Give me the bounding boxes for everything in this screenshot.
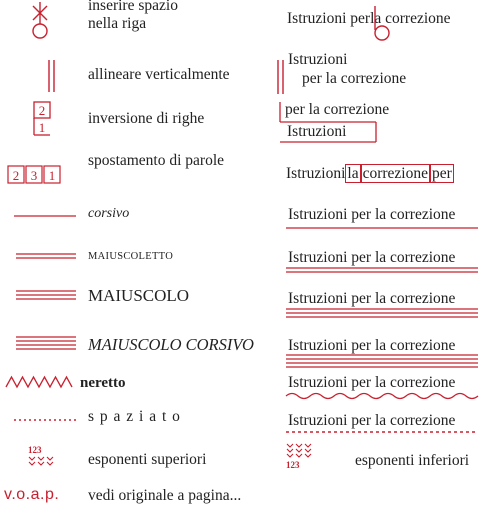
svg-text:3: 3 [30, 168, 38, 183]
svg-text:1: 1 [38, 120, 46, 135]
example-spaced-underline [286, 430, 478, 434]
label-spaced: s p a z i a t o [88, 408, 181, 425]
label-uppercase: MAIUSCOLO [88, 286, 190, 305]
example-italic-uppercase: Istruzioni per la correzione [288, 337, 456, 354]
label-line-swap: inversione di righe [88, 110, 205, 127]
label-space-insert: inserire spazio nella riga [88, 0, 178, 32]
example-small-caps-underline [286, 267, 478, 273]
vertical-align-mark [276, 60, 286, 94]
voap-icon: v.o.a.p. [4, 486, 60, 503]
space-insert-mark [370, 6, 394, 42]
word-move-icon [7, 165, 63, 185]
example-uppercase: Istruzioni per la correzione [288, 290, 456, 307]
label-voap: vedi originale a pagina... [88, 487, 242, 504]
example-bold-underline [286, 391, 478, 401]
label-bold: neretto [80, 375, 126, 391]
example-line-swap-2: Istruzioni [287, 123, 347, 140]
single-underline-icon [14, 214, 76, 218]
example-space-insert: Istruzioni perla correzione [287, 10, 451, 27]
svg-text:2: 2 [12, 168, 20, 183]
quadruple-underline-icon [16, 336, 76, 350]
label-italic-uppercase: MAIUSCOLO CORSIVO [88, 335, 254, 354]
svg-text:2: 2 [38, 103, 46, 118]
svg-text:1: 1 [48, 168, 56, 183]
line-swap-icon [32, 101, 54, 137]
example-italic: Istruzioni per la correzione [288, 206, 456, 223]
label-word-move: spostamento di parole [88, 152, 225, 169]
example-line-swap-1: per la correzione [285, 101, 390, 118]
triple-underline-icon [16, 290, 76, 300]
label-italic: corsivo [88, 206, 130, 221]
subscript-icon [284, 442, 314, 470]
example-subscript: esponenti inferiori [355, 452, 470, 469]
wavy-underline-icon [6, 375, 72, 389]
example-uppercase-underline [286, 308, 478, 318]
space-insert-icon [28, 2, 52, 40]
superscript-icon [26, 443, 56, 469]
dotted-underline-icon [14, 418, 76, 422]
svg-text:123: 123 [28, 445, 42, 455]
example-small-caps: Istruzioni per la correzione [288, 249, 456, 266]
label-small-caps: MAIUSCOLETTO [88, 251, 174, 262]
example-spaced: Istruzioni per la correzione [288, 412, 456, 429]
svg-text:123: 123 [286, 460, 300, 470]
label-superscript: esponenti superiori [88, 451, 207, 468]
example-italic-underline [286, 226, 478, 230]
vertical-align-icon [47, 60, 57, 92]
label-vertical-align: allineare verticalmente [88, 66, 230, 83]
example-word-move: Istruzioni la correzione per [286, 165, 452, 182]
double-underline-icon [16, 253, 76, 259]
example-italic-uppercase-underline [286, 354, 478, 368]
example-vertical-align-2: per la correzione [302, 70, 407, 87]
example-bold: Istruzioni per la correzione [288, 374, 456, 391]
example-vertical-align-1: Istruzioni [288, 51, 348, 68]
